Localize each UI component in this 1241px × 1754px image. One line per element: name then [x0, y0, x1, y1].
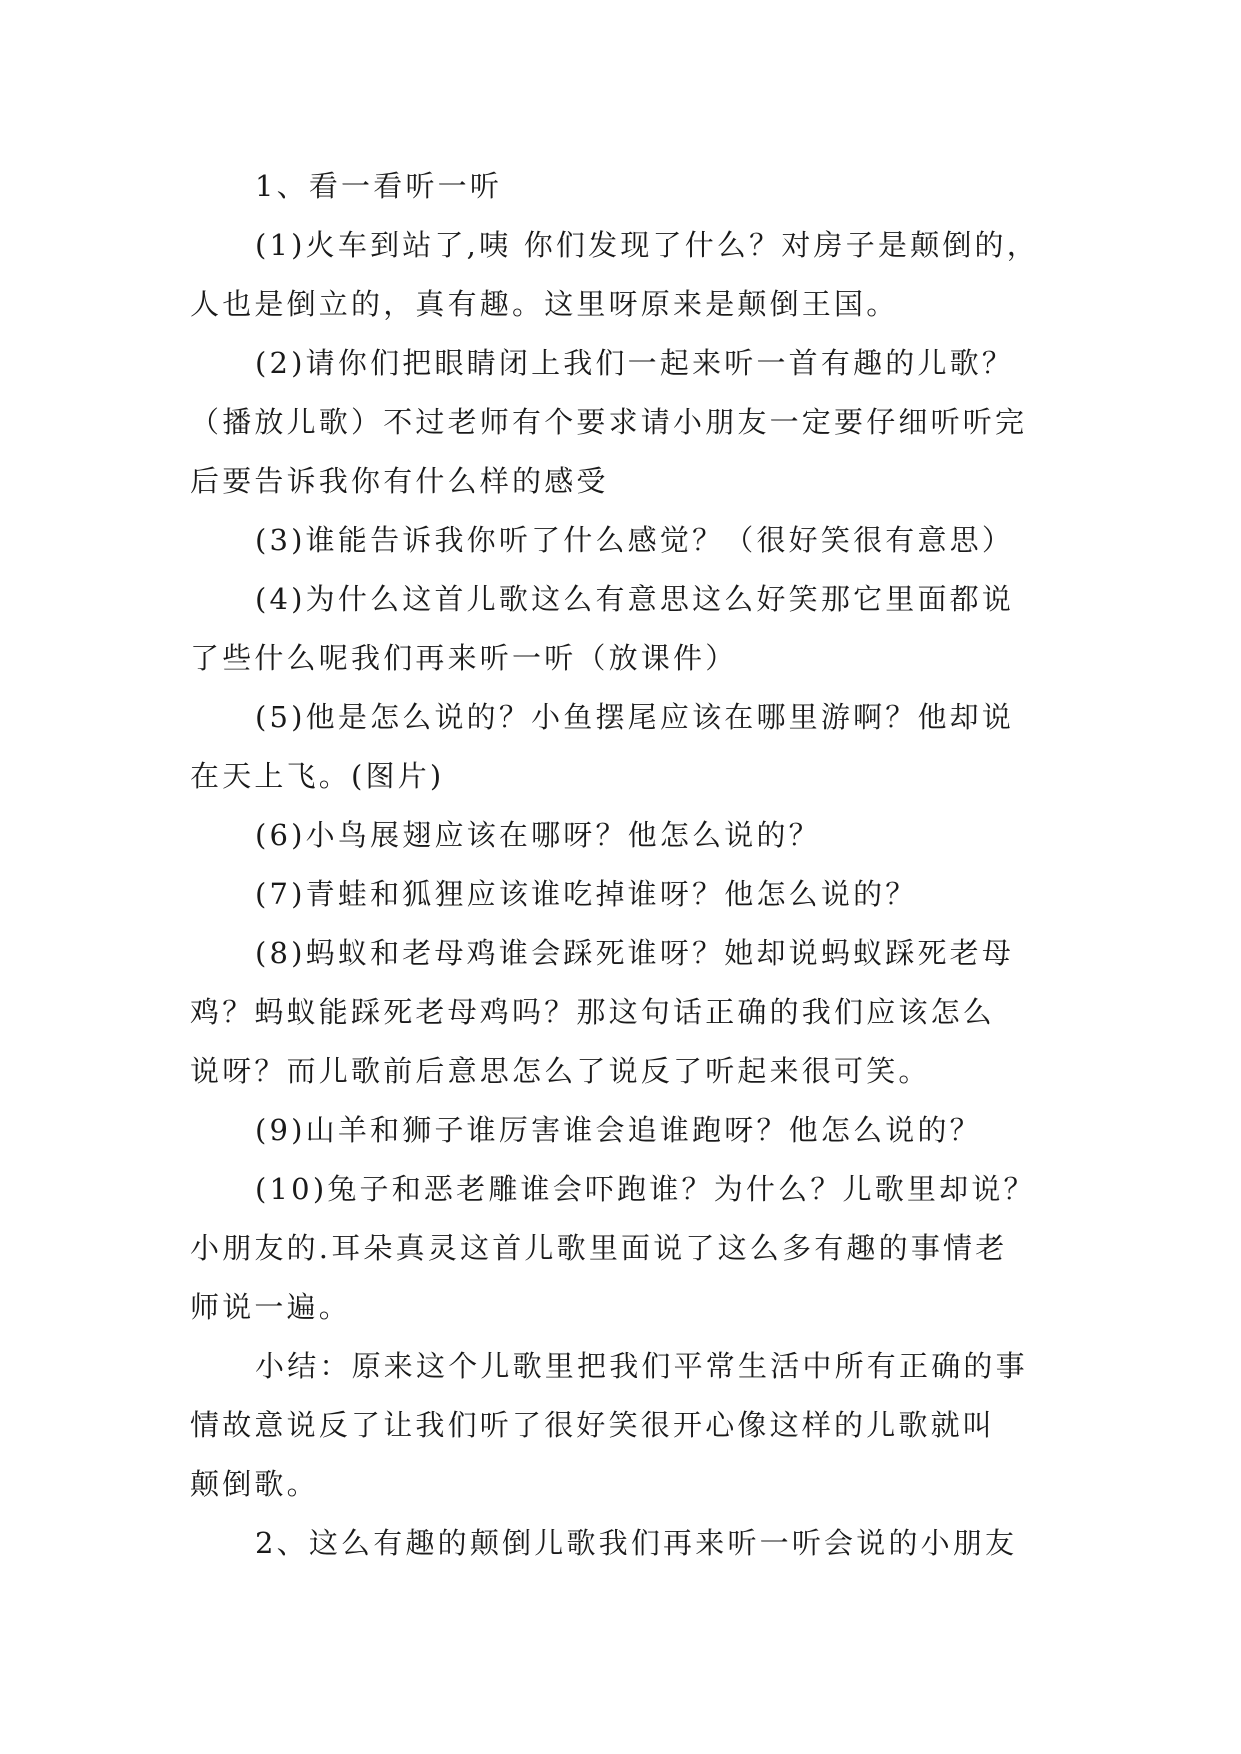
paragraph-line: (5)他是怎么说的？小鱼摆尾应该在哪里游啊？他却说 [255, 700, 1015, 734]
paragraph-line: (8)蚂蚁和老母鸡谁会踩死谁呀？她却说蚂蚁踩死老母 [255, 936, 1015, 970]
paragraph-line: 师说一遍。 [190, 1290, 352, 1324]
paragraph-line: (1)火车到站了,咦 你们发现了什么？对房子是颠倒的， [255, 228, 1039, 262]
paragraph-line: （播放儿歌）不过老师有个要求请小朋友一定要仔细听听完 [190, 405, 1028, 439]
paragraph-line: (4)为什么这首儿歌这么有意思这么好笑那它里面都说 [255, 582, 1015, 616]
paragraph-line: (10)兔子和恶老雕谁会吓跑谁？为什么？儿歌里却说？ [255, 1172, 1036, 1206]
heading-look-listen: 1、看一看听一听 [255, 169, 503, 203]
paragraph-line: 了些什么呢我们再来听一听（放课件） [190, 641, 738, 675]
paragraph-line: (3)谁能告诉我你听了什么感觉？（很好笑很有意思） [255, 523, 1015, 557]
heading-second-section: 2、这么有趣的颠倒儿歌我们再来听一听会说的小朋友 [255, 1526, 1018, 1560]
paragraph-line: 鸡？蚂蚁能踩死老母鸡吗？那这句话正确的我们应该怎么 [190, 995, 996, 1029]
paragraph-line: 小朋友的.耳朵真灵这首儿歌里面说了这么多有趣的事情老 [190, 1231, 1008, 1265]
summary-line: 情故意说反了让我们听了很好笑很开心像这样的儿歌就叫 [190, 1408, 996, 1442]
paragraph-line: 后要告诉我你有什么样的感受 [190, 464, 609, 498]
paragraph-line: (2)请你们把眼睛闭上我们一起来听一首有趣的儿歌？ [255, 346, 1015, 380]
summary-line: 小结：原来这个儿歌里把我们平常生活中所有正确的事 [255, 1349, 1028, 1383]
paragraph-line: 人也是倒立的，真有趣。这里呀原来是颠倒王国。 [190, 287, 899, 321]
paragraph-line: (9)山羊和狮子谁厉害谁会追谁跑呀？他怎么说的？ [255, 1113, 982, 1147]
paragraph-line: (6)小鸟展翅应该在哪呀？他怎么说的？ [255, 818, 821, 852]
paragraph-line: 说呀？而儿歌前后意思怎么了说反了听起来很可笑。 [190, 1054, 931, 1088]
paragraph-line: 在天上飞。(图片) [190, 759, 445, 793]
paragraph-line: (7)青蛙和狐狸应该谁吃掉谁呀？他怎么说的？ [255, 877, 918, 911]
summary-line: 颠倒歌。 [190, 1467, 319, 1501]
